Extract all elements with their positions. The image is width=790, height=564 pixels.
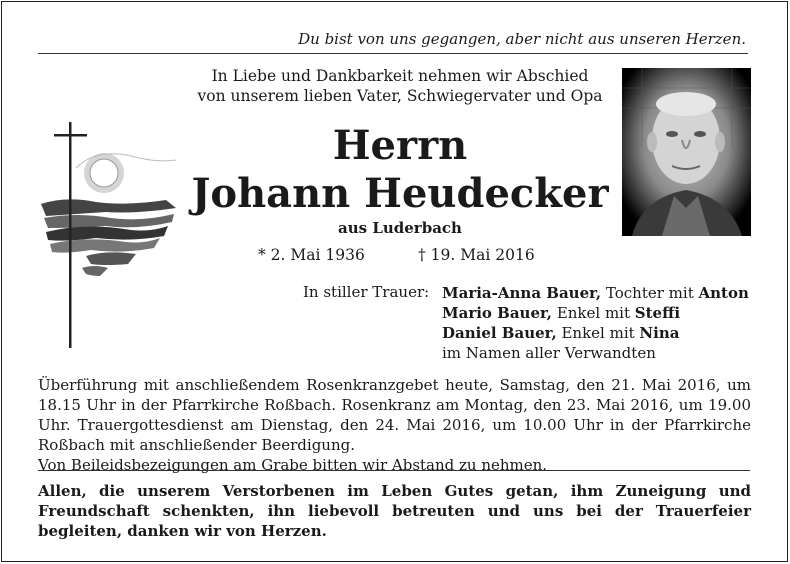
mourner-partner: Anton (698, 284, 749, 302)
divider (38, 53, 748, 54)
condolence-request: Von Beileidsbezeigungen am Grabe bitten wir Abstand zu nehmen. (38, 456, 548, 474)
mourners-closing: im Namen aller Verwandten (442, 344, 656, 362)
mourner-line (442, 303, 749, 323)
mourners-list (442, 283, 749, 363)
mourner-relation: Enkel mit (556, 324, 640, 342)
thanks-text: Allen, die unserem Verstorbenen im Leben Gutes getan, ihm Zuneigung und Freundschaft schenkten, ihn liebevoll betreuten und uns bei der Trauerfeier begleiten, danken wir von Herzen. (38, 482, 751, 540)
birth-date: * 2. Mai 1936 (258, 246, 365, 264)
funeral-details (38, 375, 751, 475)
mourner-name: Daniel Bauer, (442, 324, 557, 342)
mourner-relation: Enkel mit (552, 304, 635, 322)
mourning-label: In stiller Trauer: (303, 283, 430, 301)
mourner-partner: Nina (639, 324, 680, 342)
intro-text (140, 66, 660, 106)
origin: aus Luderbach (338, 219, 462, 237)
mourner-line (442, 283, 749, 303)
death-date: † 19. Mai 2016 (418, 246, 535, 264)
mourner-partner: Steffi (634, 304, 681, 322)
mourner-line (442, 323, 749, 343)
intro-line: In Liebe und Dankbarkeit nehmen wir Abschied (211, 67, 589, 85)
salutation: Herrn (332, 122, 468, 169)
cross-with-moon-and-landscape-icon (36, 118, 186, 350)
intro-line: von unserem lieben Vater, Schwiegervater und Opa (197, 87, 603, 105)
divider (38, 470, 750, 471)
mourner-name: Maria-Anna Bauer, (442, 284, 602, 302)
mourner-relation: Tochter mit (601, 284, 699, 302)
details-paragraph: Überführung mit anschließendem Rosenkranzgebet heute, Samstag, den 21. Mai 2016, um 18.15 Uhr in der Pfarrkirche Roßbach. Rosenkranz am Montag, den 23. Mai 2016, um 19.00 Uhr. Trauergottesdienst am Dienstag, den 24. Mai 2016, um 10.00 Uhr in der Pfarrkirche Roßbach mit anschließender Beerdigung. (38, 376, 751, 454)
mourner-name: Mario Bauer, (442, 304, 553, 322)
deceased-name: Johann Heudecker (191, 170, 609, 217)
portrait-photo-icon (622, 68, 751, 236)
motto: Du bist von uns gegangen, aber nicht aus unseren Herzen. (298, 30, 746, 48)
